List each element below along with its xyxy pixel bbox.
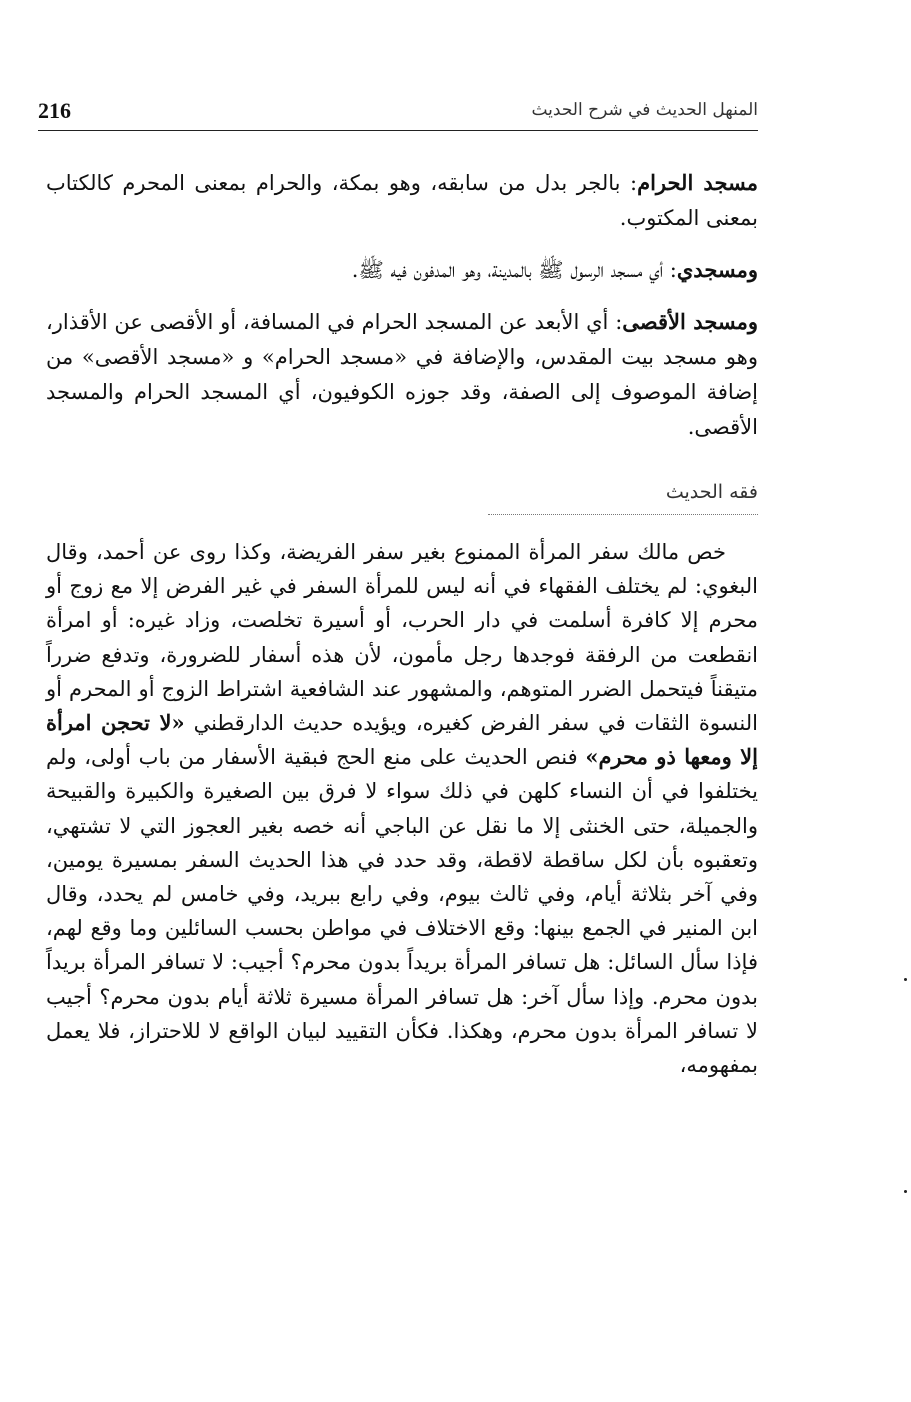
section-heading: فقه الحديث	[488, 475, 758, 515]
body-text-part-1: خص مالك سفر المرأة الممنوع بغير سفر الفريضة، وكذا روى عن أحمد، وقال البغوي: لم يختلف الفقهاء في أنه ليس للمرأة السفر في غير الفرض إلا مع زوج أو محرم إلا كافرة أسلمت في دار الحرب، أو أسيرة تخلصت، وزاد غيره: أو امرأة انقطعت من الرفقة فوجدها رجل مأمون، لأن هذه أسفار للضرورة، وتدفع ضرراً متيقناً فيتحمل الضرر المتوهم، والمشهور عند الشافعية اشتراط الزوج أو المحرم أو النسوة الثقات في سفر الفرض كغيره، ويؤيده حديث الدارقطني	[46, 540, 758, 736]
margin-mark	[904, 978, 907, 981]
running-title: المنهل الحديث في شرح الحديث	[531, 100, 758, 120]
body-paragraph	[46, 535, 758, 1082]
entry-masjid-aqsa	[46, 304, 758, 445]
entry-text: : أي الأبعد عن المسجد الحرام في المسافة، أو الأقصى عن الأقذار، وهو مسجد بيت المقدس، والإضافة في «مسجد الحرام» و «مسجد الأقصى» من إضافة الموصوف إلى الصفة، وقد جوزه الكوفيون، أي المسجد الحرام والمسجد الأقصى.	[46, 310, 758, 439]
entry-masjidi	[46, 252, 758, 288]
entry-term: ومسجد الأقصى	[622, 309, 758, 334]
entry-text: : بالجر بدل من سابقه، وهو بمكة، والحرام بمعنى المحرم كالكتاب بمعنى المكتوب.	[46, 171, 758, 230]
hadith-quote: «لا تحجن امرأة إلا ومعها ذو محرم»	[46, 710, 758, 770]
entry-text: : أي مسجد الرسول ﷺ بالمدينة، وهو المدفون فيه ﷺ.	[351, 258, 677, 282]
body-text-part-2: فنص الحديث على منع الحج فبقية الأسفار من باب أولى، ولم يختلفوا في أن النساء كلهن في ذلك سواء لا فرق بين الصغيرة والكبيرة والقبيحة والجميلة، حتى الخنثى إلا ما نقل عن الباجي أنه خصه بغير العجوز التي لا تشتهي، وتعقبوه بأن لكل ساقطة لاقطة، وقد حدد في هذا الحديث السفر بمسيرة يومين، وفي آخر بثلاثة أيام، وفي ثالث بيوم، وفي رابع ببريد، وفي خامس لم يحدد، وقال ابن المنير في الجمع بينها: وقع الاختلاف في مواطن بحسب السائلين وما وقع لهم، فإذا سأل السائل: هل تسافر المرأة بريداً بدون محرم؟ أجيب: لا تسافر المرأة بريداً بدون محرم. وإذا سأل آخر: هل تسافر المرأة مسيرة ثلاثة أيام بدون محرم؟ أجيب لا تسافر المرأة بدون محرم، وهكذا. فكأن التقييد لبيان الواقع لا للاحتراز، فلا يعمل بمفهومه،	[46, 745, 758, 1078]
entry-term: ومسجدي	[676, 257, 758, 282]
page-number: 216	[38, 98, 71, 123]
entry-term: مسجد الحرام	[637, 170, 758, 195]
page-header	[38, 96, 758, 131]
page-content	[46, 165, 758, 1082]
entry-masjid-haram	[46, 165, 758, 236]
margin-mark	[904, 1190, 907, 1193]
